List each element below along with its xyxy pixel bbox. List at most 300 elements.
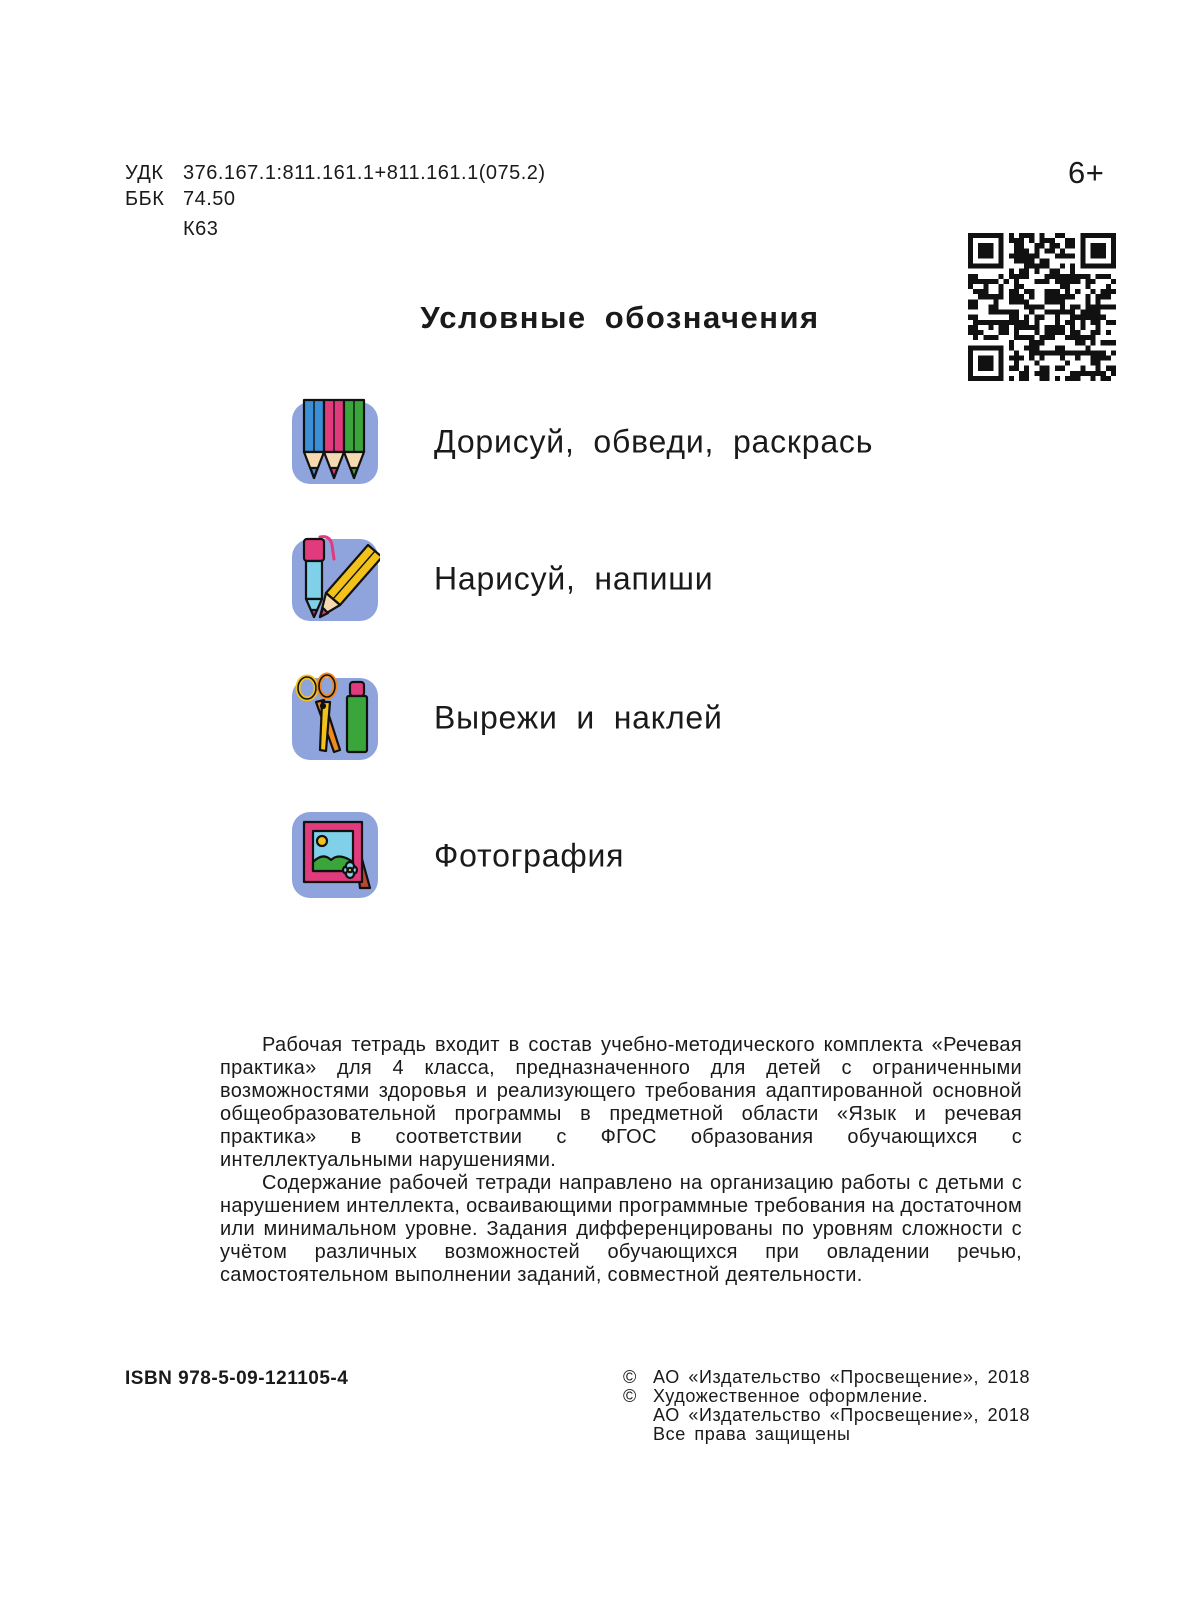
qr-module [1039,233,1044,238]
qr-module [1009,238,1014,243]
qr-module [1070,294,1075,299]
qr-module [1111,233,1116,238]
copyright-line-3: АО «Издательство «Просвещение», 2018 [653,1405,1031,1425]
qr-module [1055,233,1060,238]
isbn: ISBN 978-5-09-121105-4 [125,1368,349,1389]
qr-module [1045,279,1050,284]
qr-module [999,264,1004,269]
qr-module [978,361,983,366]
qr-module [1039,350,1044,355]
qr-module [1075,376,1080,381]
qr-module [1096,294,1101,299]
qr-module [978,243,983,248]
qr-module [999,350,1004,355]
qr-module [1111,243,1116,248]
qr-module [1009,269,1014,274]
qr-module [1065,294,1070,299]
qr-module [1065,243,1070,248]
qr-module [1034,350,1039,355]
qr-module [1090,340,1095,345]
qr-module [1096,253,1101,258]
legend-item-draw-color [290,396,990,488]
qr-module [1029,259,1034,264]
copyright-block [623,1368,1030,1444]
legend-item-photo [290,810,990,902]
qr-module [1014,294,1019,299]
qr-module [1060,350,1065,355]
qr-module [988,243,993,248]
qr-module [1111,259,1116,264]
qr-module [1055,279,1060,284]
qr-module [983,366,988,371]
qr-module [1019,269,1024,274]
qr-module [1009,376,1014,381]
qr-module [1085,279,1090,284]
qr-module [968,361,973,366]
qr-module [1045,248,1050,253]
qr-module [1065,361,1070,366]
classification-block [125,160,546,242]
qr-module [999,274,1004,279]
qr-module [1029,253,1034,258]
qr-module [1014,259,1019,264]
qr-module [1065,376,1070,381]
qr-module [1050,294,1055,299]
qr-module [1034,361,1039,366]
qr-module [978,355,983,360]
qr-module [1055,376,1060,381]
qr-module [1019,238,1024,243]
qr-module [1050,238,1055,243]
qr-module [1055,269,1060,274]
annotation-paragraph-2: Содержание рабочей тетради направлено на организацию работы с детьми с нарушением интеллекта, осваивающими программные требования на достаточном или минимальном уровне. Задания дифференцированы по уровням сложности с учётом различных возможностей обучающихся при овладении речью, самостоятельном выполнении заданий, совместной деятельности. [220,1172,1022,1286]
bbk-row [125,186,546,212]
qr-module [978,294,983,299]
qr-module [1009,366,1014,371]
qr-module [1101,350,1106,355]
qr-module [1039,366,1044,371]
qr-module [1009,253,1014,258]
qr-module [1060,284,1065,289]
qr-module [1096,355,1101,360]
qr-module [1039,340,1044,345]
qr-module [1065,279,1070,284]
udk-row [125,160,546,186]
qr-module [1060,366,1065,371]
qr-module [1090,350,1095,355]
qr-module [1045,371,1050,376]
qr-module [983,253,988,258]
qr-module [973,345,978,350]
qr-module [1055,294,1060,299]
qr-module [1024,366,1029,371]
qr-module [983,279,988,284]
qr-module [1065,253,1070,258]
qr-module [1070,376,1075,381]
qr-module [1050,350,1055,355]
qr-module [1050,274,1055,279]
copyright-symbol: © [623,1386,637,1406]
qr-module [988,253,993,258]
qr-module [1085,294,1090,299]
qr-module [994,376,999,381]
qr-module [999,366,1004,371]
qr-module [1060,274,1065,279]
qr-module [1090,253,1095,258]
qr-module [1106,340,1111,345]
qr-module [1101,289,1106,294]
qr-module [999,253,1004,258]
qr-module [1106,366,1111,371]
qr-module [1034,253,1039,258]
qr-module [1090,355,1095,360]
qr-module [1024,233,1029,238]
qr-module [1019,355,1024,360]
qr-module [1101,248,1106,253]
qr-module [1101,371,1106,376]
qr-module [999,294,1004,299]
qr-module [973,376,978,381]
qr-module [988,355,993,360]
qr-module [988,264,993,269]
qr-module [1090,264,1095,269]
qr-module [994,279,999,284]
qr-module [1090,289,1095,294]
qr-module [1029,233,1034,238]
qr-module [1111,350,1116,355]
qr-module [1090,243,1095,248]
qr-module [1085,233,1090,238]
qr-module [1096,248,1101,253]
qr-module [1075,350,1080,355]
qr-module [1029,350,1034,355]
qr-module [1024,269,1029,274]
qr-module [1106,233,1111,238]
qr-module [983,355,988,360]
qr-module [1004,279,1009,284]
qr-module [1111,279,1116,284]
qr-module [1065,274,1070,279]
qr-module [1029,294,1034,299]
qr-module [1080,233,1085,238]
qr-module [968,366,973,371]
qr-module [1039,371,1044,376]
qr-module [1034,345,1039,350]
qr-module [968,248,973,253]
qr-module [983,264,988,269]
qr-module [968,264,973,269]
qr-module [1075,274,1080,279]
qr-module [1055,243,1060,248]
qr-module [1065,289,1070,294]
age-rating: 6+ [1068,155,1105,190]
udk-label: УДК [125,162,164,184]
qr-module [1101,376,1106,381]
qr-module [1080,243,1085,248]
qr-module [988,361,993,366]
qr-module [1080,259,1085,264]
qr-module [1024,264,1029,269]
qr-module [983,345,988,350]
qr-module [978,264,983,269]
qr-module [1024,248,1029,253]
qr-module [1034,243,1039,248]
qr-module [988,376,993,381]
qr-module [1024,376,1029,381]
qr-module [1019,371,1024,376]
qr-module [1024,289,1029,294]
qr-module [968,253,973,258]
qr-module [1096,274,1101,279]
qr-module [994,233,999,238]
qr-module [999,345,1004,350]
qr-module [983,289,988,294]
author-mark: К63 [183,218,219,240]
qr-module [1019,294,1024,299]
qr-module [1050,248,1055,253]
copyright-row-2 [623,1387,1030,1406]
qr-module [968,259,973,264]
qr-module [978,233,983,238]
qr-module [999,376,1004,381]
qr-module [1075,340,1080,345]
qr-module [1055,366,1060,371]
qr-module [1014,238,1019,243]
qr-module [1039,279,1044,284]
qr-module [1070,238,1075,243]
qr-module [973,279,978,284]
qr-module [1045,376,1050,381]
bbk-label: ББК [125,188,165,210]
qr-module [999,371,1004,376]
qr-module [1096,233,1101,238]
legend-item-draw-write [290,533,990,625]
qr-module [1106,289,1111,294]
photo-frame-icon [290,810,380,900]
qr-module [1014,284,1019,289]
qr-module [1045,294,1050,299]
copyright-row-3 [623,1406,1030,1425]
qr-module [1070,274,1075,279]
qr-module [1106,274,1111,279]
qr-module [1029,264,1034,269]
legend-label-draw-write: Нарисуй, напиши [434,560,714,597]
qr-module [1096,350,1101,355]
qr-module [1014,289,1019,294]
qr-module [1045,238,1050,243]
qr-module [1070,253,1075,258]
qr-module [988,248,993,253]
qr-module [1029,289,1034,294]
colored-pencils-icon [290,396,380,486]
qr-module [1060,264,1065,269]
qr-module [1014,243,1019,248]
qr-module [1045,289,1050,294]
qr-module [1111,289,1116,294]
qr-module [999,243,1004,248]
qr-module [1085,371,1090,376]
qr-module [1009,274,1014,279]
qr-module [978,366,983,371]
qr-module [1029,345,1034,350]
qr-module [1106,355,1111,360]
qr-module [1019,233,1024,238]
qr-module [1009,289,1014,294]
qr-module [988,233,993,238]
qr-module [1014,248,1019,253]
qr-module [1090,279,1095,284]
qr-module [999,238,1004,243]
pen-and-pencil-icon [290,533,380,623]
qr-module [1080,264,1085,269]
qr-module [1096,371,1101,376]
qr-module [983,243,988,248]
qr-module [1045,264,1050,269]
qr-module [1014,355,1019,360]
qr-module [1034,371,1039,376]
qr-module [1111,248,1116,253]
udk-value: 376.167.1:811.161.1+811.161.1(075.2) [183,162,546,184]
qr-module [983,294,988,299]
qr-module [1060,279,1065,284]
qr-module [1080,366,1085,371]
qr-module [1019,248,1024,253]
qr-module [1014,279,1019,284]
qr-module [1106,264,1111,269]
qr-module [978,345,983,350]
qr-module [1080,253,1085,258]
annotation-paragraph-1: Рабочая тетрадь входит в состав учебно-методического комплекта «Речевая практика» для 4 класса, предназначенного для детей с ограниченными возможностями здоровья и реализующего требования адаптированной основной общеобразовательной программы в предметной области «Язык и речевая практика» в соответствии с ФГОС образования обучающихся с интеллектуальными нарушениями. [220,1034,1022,1171]
qr-module [1111,340,1116,345]
qr-module [1090,248,1095,253]
qr-module [1060,355,1065,360]
qr-module [1075,355,1080,360]
qr-module [1080,238,1085,243]
qr-module [1039,355,1044,360]
qr-module [1101,253,1106,258]
qr-module [983,376,988,381]
qr-module [1009,355,1014,360]
qr-module [1014,361,1019,366]
qr-module [1019,284,1024,289]
qr-module [1111,253,1116,258]
qr-module [999,233,1004,238]
qr-module [968,284,973,289]
legend-label-draw-color: Дорисуй, обведи, раскрась [434,423,874,460]
qr-module [1055,274,1060,279]
qr-module [1024,371,1029,376]
qr-module [1045,366,1050,371]
qr-module [1075,289,1080,294]
qr-module [1050,289,1055,294]
qr-module [1106,376,1111,381]
qr-module [1090,361,1095,366]
copyright-symbol: © [623,1367,637,1387]
copyright-line-2: Художественное оформление. [653,1386,929,1406]
qr-module [1080,248,1085,253]
qr-module [968,350,973,355]
qr-module [1096,243,1101,248]
scissors-and-glue-icon [290,672,380,762]
qr-module [1070,243,1075,248]
qr-module [1060,294,1065,299]
qr-module [1039,259,1044,264]
qr-module [973,289,978,294]
qr-module [1101,340,1106,345]
qr-module [973,274,978,279]
qr-module [1009,345,1014,350]
qr-module [1055,289,1060,294]
qr-module [1075,371,1080,376]
legend-label-cut-paste: Вырежи и наклей [434,699,723,736]
qr-module [1096,366,1101,371]
qr-module [1111,238,1116,243]
qr-module [1050,269,1055,274]
qr-module [994,264,999,269]
qr-module [1024,274,1029,279]
qr-module [978,248,983,253]
qr-module [978,253,983,258]
qr-module [1090,376,1095,381]
qr-module [999,289,1004,294]
qr-module [1096,361,1101,366]
qr-module [1019,243,1024,248]
qr-module [1019,253,1024,258]
copyright-line-1: АО «Издательство «Просвещение», 2018 [653,1367,1031,1387]
qr-module [1096,264,1101,269]
qr-module [1045,350,1050,355]
qr-module [1055,253,1060,258]
qr-module [1080,274,1085,279]
qr-module [1055,345,1060,350]
qr-module [1085,264,1090,269]
qr-module [973,264,978,269]
qr-module [1111,366,1116,371]
qr-module [978,279,983,284]
qr-module [1085,284,1090,289]
qr-module [1065,284,1070,289]
qr-module [1014,274,1019,279]
qr-module [999,248,1004,253]
qr-module [1106,284,1111,289]
qr-module [1101,294,1106,299]
qr-module [1070,371,1075,376]
qr-module [1034,269,1039,274]
qr-module [1024,253,1029,258]
qr-module [1080,350,1085,355]
qr-module [1060,248,1065,253]
qr-module [1014,350,1019,355]
qr-module [1101,243,1106,248]
qr-module [1029,238,1034,243]
legend-label-photo: Фотография [434,837,625,874]
qr-module [1029,340,1034,345]
qr-module [1080,340,1085,345]
qr-module [1014,253,1019,258]
qr-module [1090,233,1095,238]
qr-module [1106,294,1111,299]
qr-module [1019,259,1024,264]
qr-module [1111,371,1116,376]
qr-module [999,355,1004,360]
qr-module [1101,274,1106,279]
qr-module [999,361,1004,366]
qr-module [1045,259,1050,264]
qr-module [1085,350,1090,355]
qr-module [1070,279,1075,284]
annotation-block [220,1034,1022,1287]
qr-module [1009,294,1014,299]
